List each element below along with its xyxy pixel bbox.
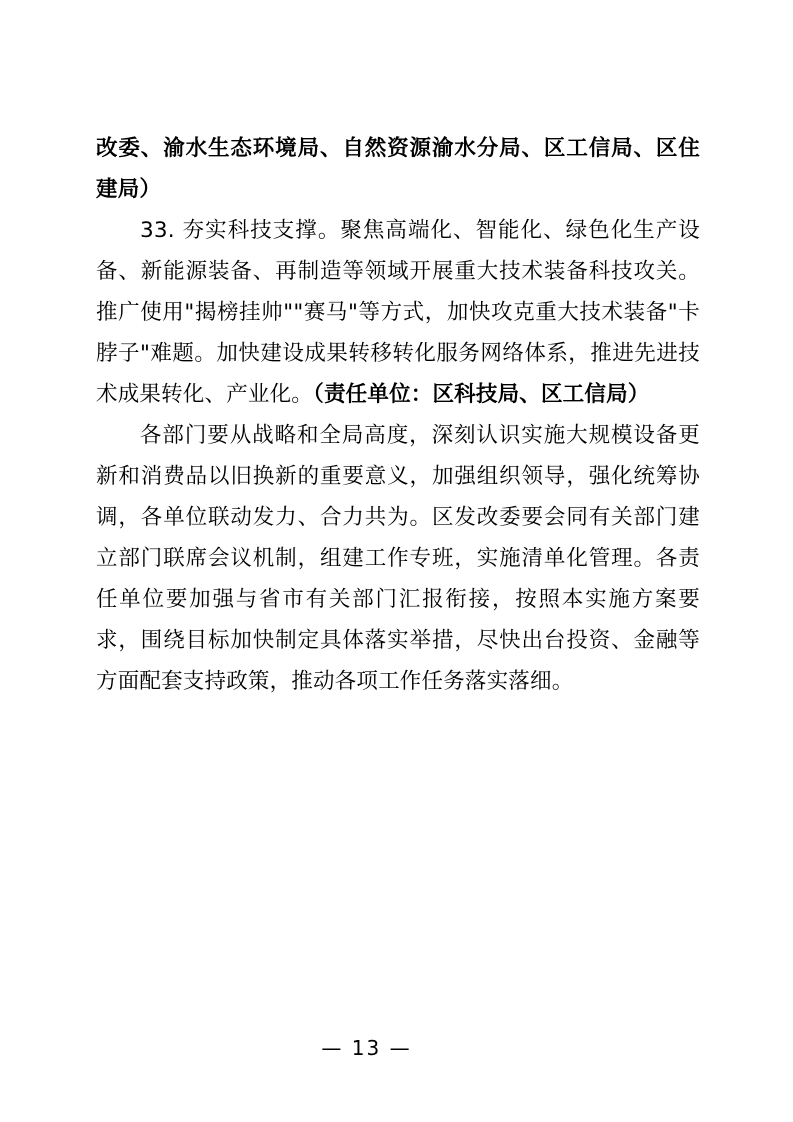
item-33-text: 33. 夯实科技支撑。聚焦高端化、智能化、绿色化生产设备、新能源装备、再制造等领域开展重大技术装备科技攻关。推广使用"揭榜挂帅""赛马"等方式，加快攻克重大技术装备"卡脖子"难题。加快建设成果转移转化服务网络体系，推进先进技术成果转化、产业化。 (96, 218, 700, 407)
page-number-footer (0, 1036, 793, 1060)
paragraph-item-33 (96, 210, 700, 415)
paragraph-continued-responsible-units: 改委、渝水生态环境局、自然资源渝水分局、区工信局、区住建局） (96, 136, 700, 202)
item-33-responsible-units: （责任单位：区科技局、区工信局） (313, 382, 650, 407)
document-body (96, 128, 700, 702)
page-number: — 13 — (321, 1036, 412, 1060)
paragraph-closing: 各部门要从战略和全局高度，深刻认识实施大规模设备更新和消费品以旧换新的重要意义，加强组织领导，强化统筹协调，各单位联动发力、合力共为。区发改委要会同有关部门建立部门联席会议机制，组建工作专班，实施清单化管理。各责任单位要加强与省市有关部门汇报衔接，按照本实施方案要求，围绕目标加快制定具体落实举措，尽快出台投资、金融等方面配套支持政策，推动各项工作任务落实落细。 (96, 423, 700, 694)
